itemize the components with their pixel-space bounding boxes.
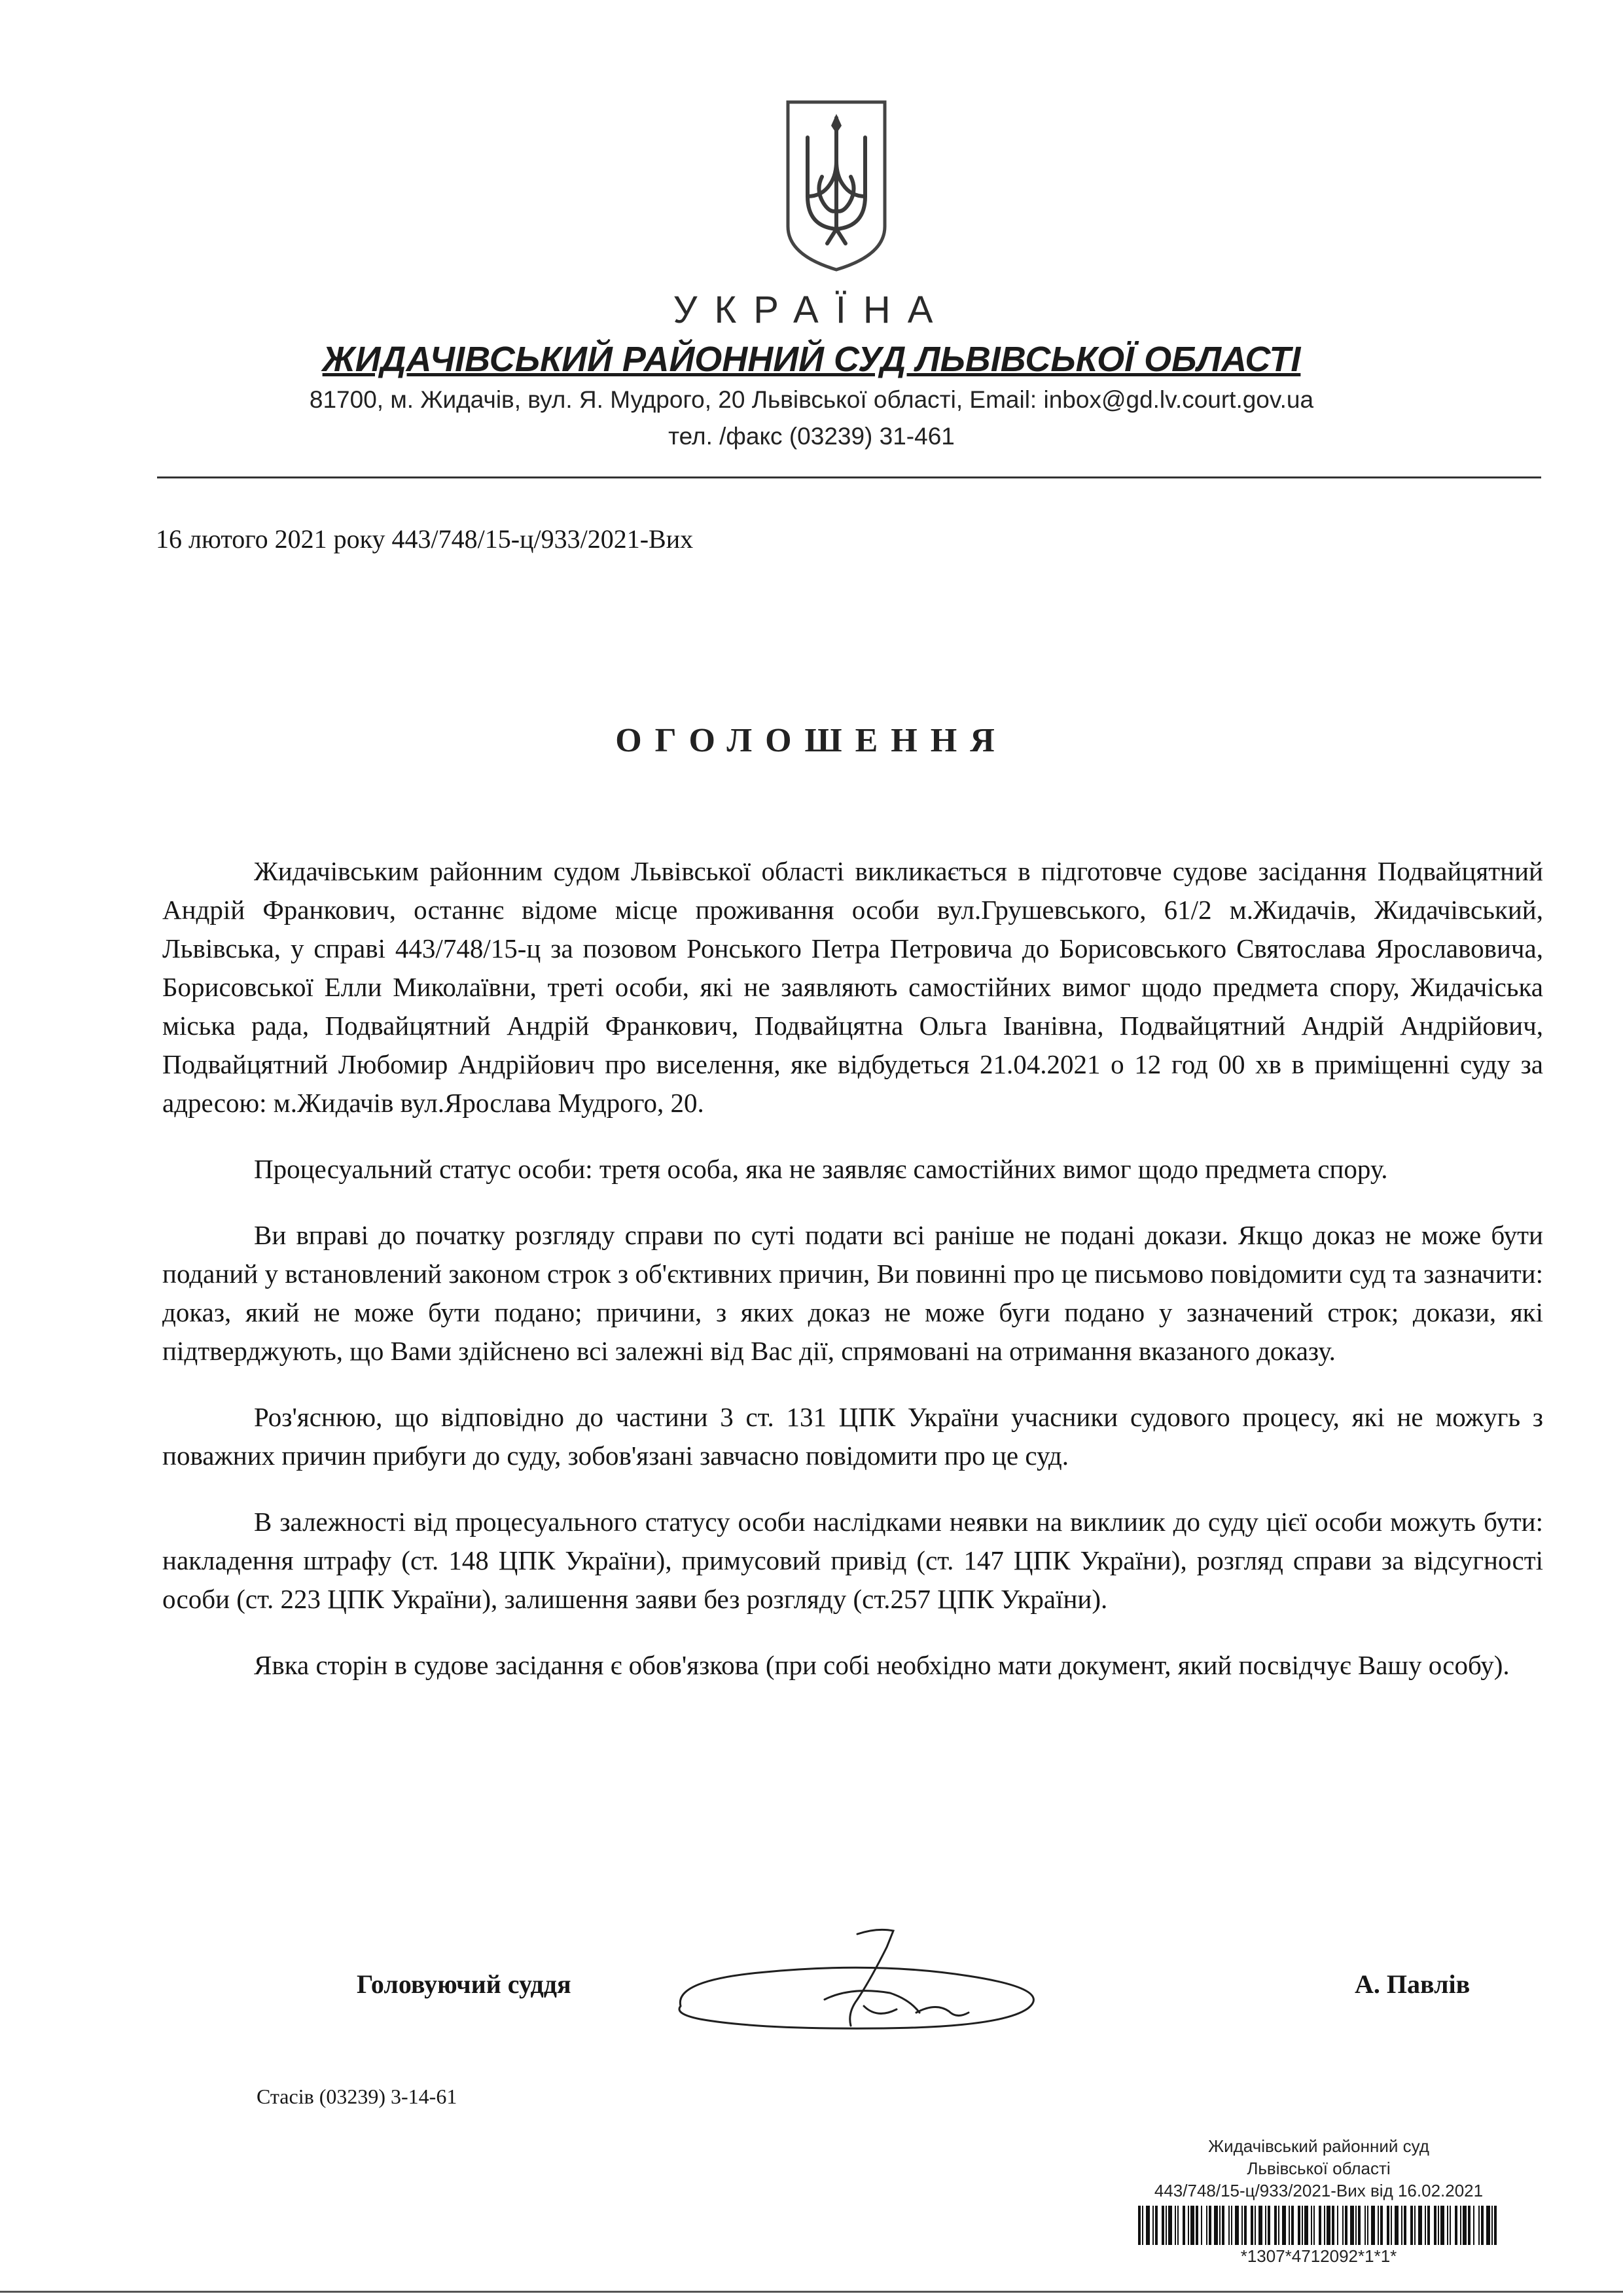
registration-stamp <box>1060 2135 1577 2267</box>
stamp-region: Львівської області <box>1247 2159 1391 2178</box>
document-title: ОГОЛОШЕННЯ <box>615 722 1008 759</box>
court-address: 81700, м. Жидачів, вул. Я. Мудрого, 20 Львівської області, Email: inbox@gd.lv.court.gov.ua <box>309 386 1314 413</box>
paragraph-attendance: Явка сторін в судове засідання є обов'язкова (при собі необхідно мати документ, який посвідчує Вашу особу). <box>254 1650 1510 1680</box>
announcement-body <box>162 852 1543 1712</box>
paragraph-clarification: Роз'яснюю, що відповідно до частини 3 ст. 131 ЦПК України учасники судового процесу, які не можугь з поважних причин прибуги до суду, зобов'язані завчасно повідомити про це суд. <box>162 1402 1543 1471</box>
header-divider <box>157 476 1541 478</box>
court-phone: тел. /факс (03239) 31-461 <box>668 423 955 450</box>
stamp-reference: 443/748/15-ц/933/2021-Вих від 16.02.2021 <box>1154 2181 1484 2200</box>
date-and-reference: 16 лютого 2021 року 443/748/15-ц/933/2021-Вих <box>156 524 694 554</box>
paragraph-procedural-status: Процесуальний статус особи: третя особа, яка не заявляє самостійних вимог щодо предмета спору. <box>254 1154 1388 1184</box>
executor-contact: Стасів (03239) 3-14-61 <box>257 2085 457 2108</box>
trident-coat-of-arms-icon <box>784 98 889 275</box>
paragraph-evidence: Ви вправі до початку розгляду справи по суті подати всі раніше не подані докази. Якщо доказ не може бути поданий у встановлений законом строк з об'єктивних причин, Ви повинні про це письмово повідомити суд та зазначити: доказ, який не може бути подано; причини, з яких доказ не може буги подано у зазначений строк; докази, які підтверджують, що Вами здійснено всі залежні від Вас дії, спрямовані на отримання вказаного доказу. <box>162 1220 1543 1366</box>
stamp-court-name: Жидачівський районний суд <box>1208 2136 1429 2156</box>
page-bottom-edge <box>0 2291 1623 2293</box>
signature-title: Головуючий суддя <box>357 1969 571 1999</box>
court-name: ЖИДАЧІВСЬКИЙ РАЙОННИЙ СУД ЛЬВІВСЬКОЇ ОБЛАСТІ <box>322 340 1301 379</box>
paragraph-summons: Жидачівським районним судом Львівської області викликається в підготовче судове засідання Подвайцятний Андрій Франкович, останнє відоме місце проживання особи вул.Грушевського, 61/2 м.Жидачів, Жидачівський, Львівська, у справі 443/748/15-ц за позовом Ронського Петра Петровича до Борисовського Святослава Ярославовича, Борисовської Елли Миколаївни, треті особи, які не заявляють самостійних вимог щодо предмета спору, Жидачіська міська рада, Подвайцятний Андрій Франкович, Подвайцятна Ольга Іванівна, Подвайцятний Андрій Андрійович, Подвайцятний Любомир Андрійович про виселення, яке відбудеться 21.04.2021 о 12 год 00 хв в приміщенні суду за адресою: м.Жидачів вул.Ярослава Мудрого, 20. <box>162 856 1543 1118</box>
barcode-code: *1307*4712092*1*1* <box>1240 2246 1397 2266</box>
barcode <box>1135 2206 1502 2245</box>
paragraph-consequences: В залежності від процесуального статусу особи наслідками неявки на виклиик до суду цієї особи можуть бути: накладення штрафу (ст. 148 ЦПК України), примусовий привід (ст. 147 ЦПК України), розгляд справи за відсугності особи (ст. 223 ЦПК України), залишення заяви без розгляду (ст.257 ЦПК України). <box>162 1507 1543 1614</box>
signer-name: А. Павлів <box>1355 1969 1471 1999</box>
country-title: УКРАЇНА <box>673 289 950 331</box>
handwritten-signature <box>661 1921 1067 2045</box>
